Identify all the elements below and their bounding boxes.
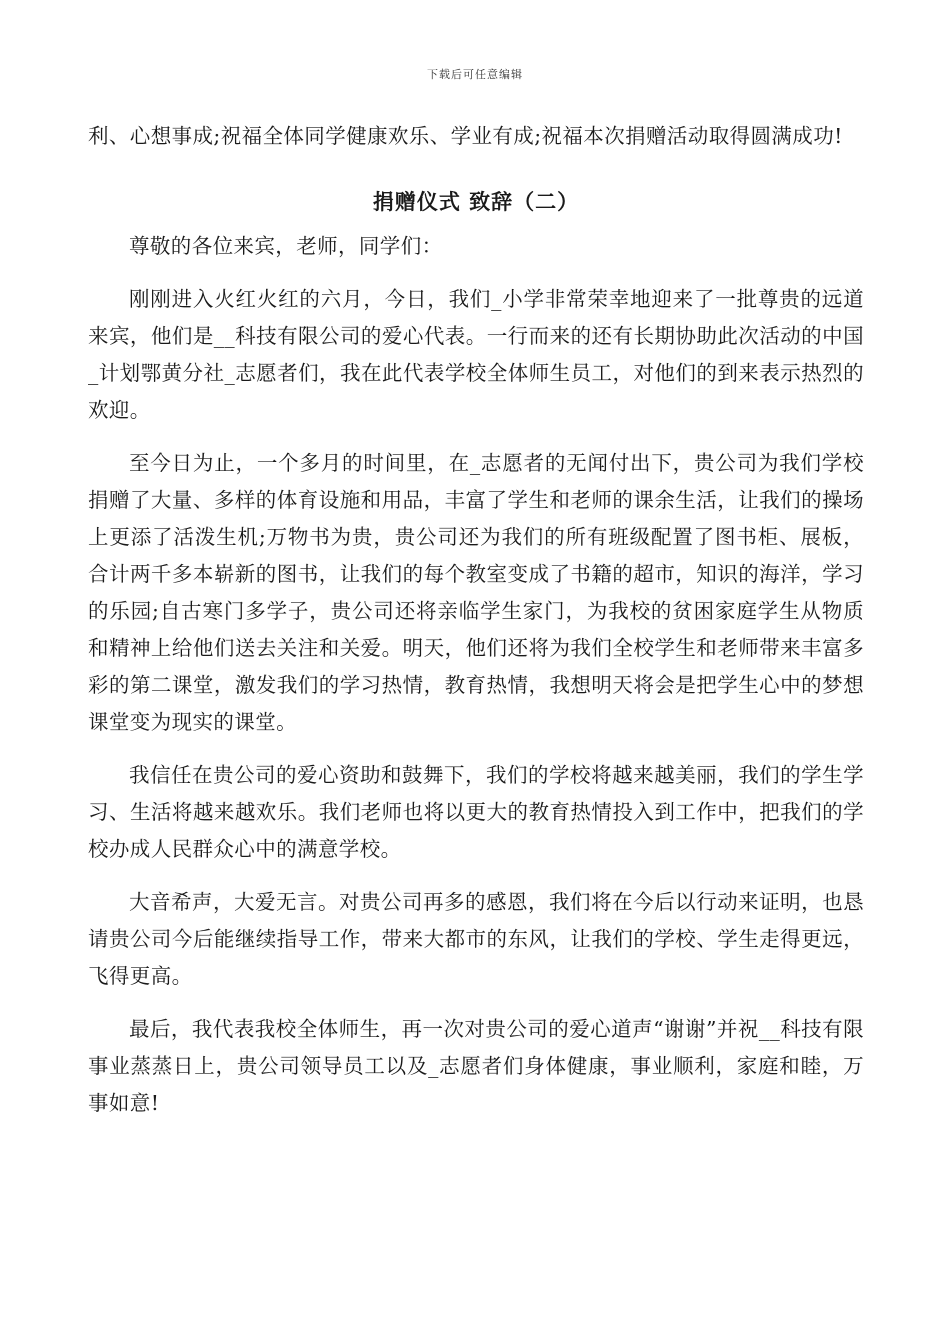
body-paragraph-1: 刚刚进入火红火红的六月，今日，我们_小学非常荣幸地迎来了一批尊贵的远道来宾，他们是__科技有限公司的爱心代表。一行而来的还有长期协助此次活动的中国_计划鄂黄分社_志愿者们，我在此代表学校全体师生员工，对他们的到来表示热烈的欢迎。 bbox=[88, 287, 864, 422]
body-paragraph-3: 我信任在贵公司的爱心资助和鼓舞下，我们的学校将越来越美丽，我们的学生学习、生活将越来越欢乐。我们老师也将以更大的教育热情投入到工作中，把我们的学校办成人民群众心中的满意学校。 bbox=[88, 763, 864, 861]
body-paragraph-4: 大音希声，大爱无言。对贵公司再多的感恩，我们将在今后以行动来证明，也恳请贵公司今后能继续指导工作，带来大都市的东风，让我们的学校、学生走得更远，飞得更高。 bbox=[88, 890, 864, 988]
body-paragraph-2: 至今日为止，一个多月的时间里，在_志愿者的无闻付出下，贵公司为我们学校捐赠了大量、多样的体育设施和用品，丰富了学生和老师的课余生活，让我们的操场上更添了活泼生机;万物书为贵，贵公司还为我们的所有班级配置了图书柜、展板，合计两千多本崭新的图书，让我们的每个教室变成了书籍的超市，知识的海洋，学习的乐园;自古寒门多学子，贵公司还将亲临学生家门，为我校的贫困家庭学生从物质和精神上给他们送去关注和关爱。明天，他们还将为我们全校学生和老师带来丰富多彩的第二课堂，激发我们的学习热情，教育热情，我想明天将会是把学生心中的梦想课堂变为现实的课堂。 bbox=[88, 451, 864, 734]
document-body bbox=[88, 118, 864, 1122]
document-title: 捐赠仪式 致辞（二） bbox=[372, 189, 580, 214]
header-note: 下载后可任意编辑 bbox=[427, 68, 523, 81]
salutation: 尊敬的各位来宾，老师，同学们： bbox=[129, 234, 443, 258]
body-paragraph-5: 最后，我代表我校全体师生，再一次对贵公司的爱心道声“谢谢”并祝__科技有限事业蒸蒸日上，贵公司领导员工以及_志愿者们身体健康，事业顺利，家庭和睦，万事如意! bbox=[88, 1017, 864, 1115]
carryover-paragraph: 利、心想事成;祝福全体同学健康欢乐、学业有成;祝福本次捐赠活动取得圆满成功! bbox=[88, 124, 843, 148]
